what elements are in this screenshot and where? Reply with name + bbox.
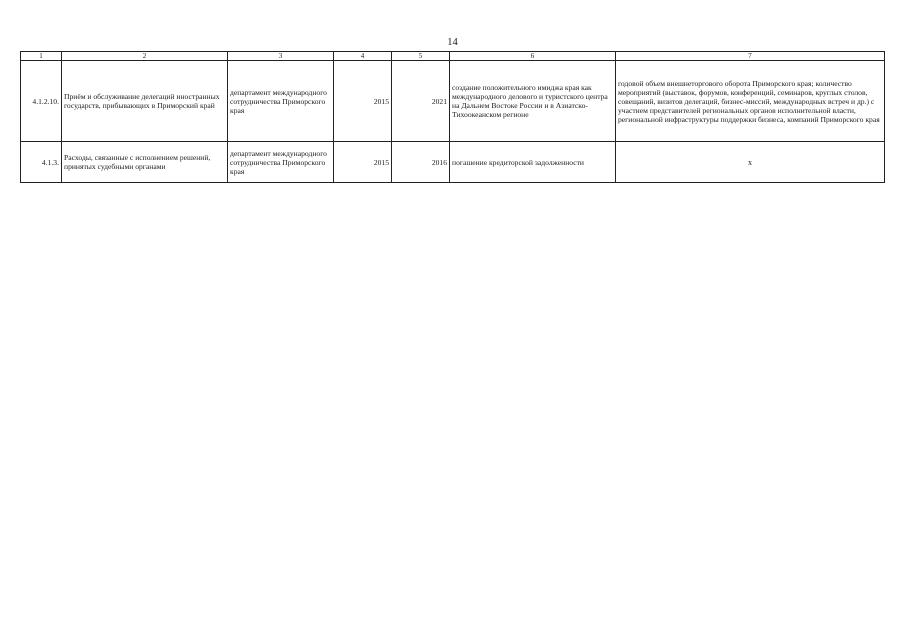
column-number: 1 xyxy=(21,52,62,61)
row-code: 4.1.2.10. xyxy=(21,61,62,142)
column-number: 2 xyxy=(62,52,228,61)
row-code: 4.1.3. xyxy=(21,142,62,183)
row-end-year: 2021 xyxy=(392,61,450,142)
column-number: 3 xyxy=(228,52,334,61)
table-row xyxy=(21,142,885,183)
row-name: Расходы, связанные с исполнением решений, принятых судебными органами xyxy=(62,142,228,183)
row-start-year: 2015 xyxy=(334,142,392,183)
row-executor: департамент международного сотрудничества Приморского края xyxy=(228,61,334,142)
column-number-row xyxy=(21,52,885,61)
column-number: 6 xyxy=(450,52,616,61)
row-start-year: 2015 xyxy=(334,61,392,142)
column-number: 5 xyxy=(392,52,450,61)
row-result: создание положительного имиджа края как международного делового и туристского центра на Дальнем Востоке России и в Азиатско-Тихоокеанском регионе xyxy=(450,61,616,142)
program-table xyxy=(20,51,885,183)
row-result: погашение кредиторской задолженности xyxy=(450,142,616,183)
column-number: 7 xyxy=(616,52,885,61)
row-indicator: годовой объем внешнеторгового оборота Приморского края; количество мероприятий (выставок, форумов, конференций, семинаров, круглых столов, совещаний, визитов делегаций, бизнес-миссий, международных встреч и др.) с участием представителей региональных органов исполнительной власти, региональной инфраструктуры поддержки бизнеса, компаний Приморского края xyxy=(616,61,885,142)
row-end-year: 2016 xyxy=(392,142,450,183)
table-row xyxy=(21,61,885,142)
row-executor: департамент международного сотрудничества Приморского края xyxy=(228,142,334,183)
page-number: 14 xyxy=(447,37,458,48)
column-number: 4 xyxy=(334,52,392,61)
row-name: Приём и обслуживание делегаций иностранных государств, прибывающих в Приморский край xyxy=(62,61,228,142)
row-indicator: х xyxy=(616,142,885,183)
